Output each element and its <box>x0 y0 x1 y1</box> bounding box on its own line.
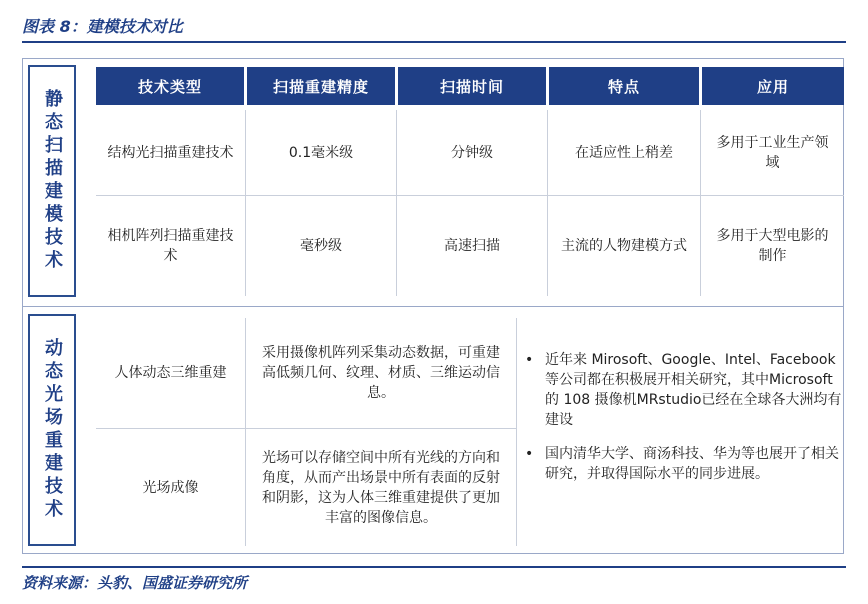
table-cell: 主流的人物建模方式 <box>561 238 687 254</box>
dynamic-desc-cell: 采用摄像机阵列采集动态数据，可重建高低频几何、纹理、材质、三维运动信息。 <box>262 345 500 401</box>
section-divider <box>22 306 844 307</box>
dynamic-type-cell: 人体动态三维重建 <box>114 365 227 381</box>
dynamic-desc-cell: 光场可以存储空间中所有光线的方向和角度，从而产出场景中所有表面的反射和阴影，这为人体三维重建提供了更加丰富的图像信息。 <box>262 449 500 526</box>
header-precision: 扫描重建精度 <box>247 67 395 105</box>
table-cell: 0.1毫米级 <box>288 144 354 161</box>
section-label-static <box>28 65 76 297</box>
bullet-item <box>525 444 843 484</box>
bullet-item <box>525 350 843 430</box>
table-cell: 毫秒级 <box>300 238 342 254</box>
bullet-text: 国内清华大学、商汤科技、华为等也展开了相关研究，并取得国际水平的同步进展。 <box>545 446 839 482</box>
bullet-list <box>525 350 843 498</box>
header-tech-type: 技术类型 <box>96 67 244 105</box>
table-cell: 在适应性上稍差 <box>575 144 673 161</box>
table-cell: 高速扫描 <box>444 238 500 254</box>
header-scan-time: 扫描时间 <box>398 67 546 105</box>
header-application: 应用 <box>702 67 844 105</box>
top-rule <box>22 41 846 43</box>
table-cell: 多用于工业生产领域 <box>716 134 829 171</box>
bullet-dot: • <box>525 446 534 462</box>
grid-line <box>516 318 517 546</box>
figure-title: 图表 8：建模技术对比 <box>22 17 183 36</box>
section-label-static-text: 静态扫描建模技术 <box>42 89 63 273</box>
header-features: 特点 <box>549 67 699 105</box>
table-cell: 相机阵列扫描重建技术 <box>107 228 234 264</box>
section-label-dynamic <box>28 314 76 546</box>
bottom-rule <box>22 566 846 568</box>
bullet-dot: • <box>525 352 534 368</box>
table-cell: 多用于大型电影的制作 <box>716 228 829 264</box>
section-label-dynamic-text: 动态光场重建技术 <box>42 338 63 522</box>
table-cell: 分钟级 <box>451 144 493 161</box>
bullet-text: 近年来 Mirosoft、Google、Intel、Facebook 等公司都在积极展开相关研究，其中Microsoft 的 108 摄像机MRstudio已经在全球各大洲均有建设 <box>545 352 842 428</box>
dynamic-type-cell: 光场成像 <box>142 479 199 496</box>
source-note: 资料来源：头豹、国盛证券研究所 <box>22 574 248 592</box>
table-cell: 结构光扫描重建技术 <box>107 144 234 161</box>
